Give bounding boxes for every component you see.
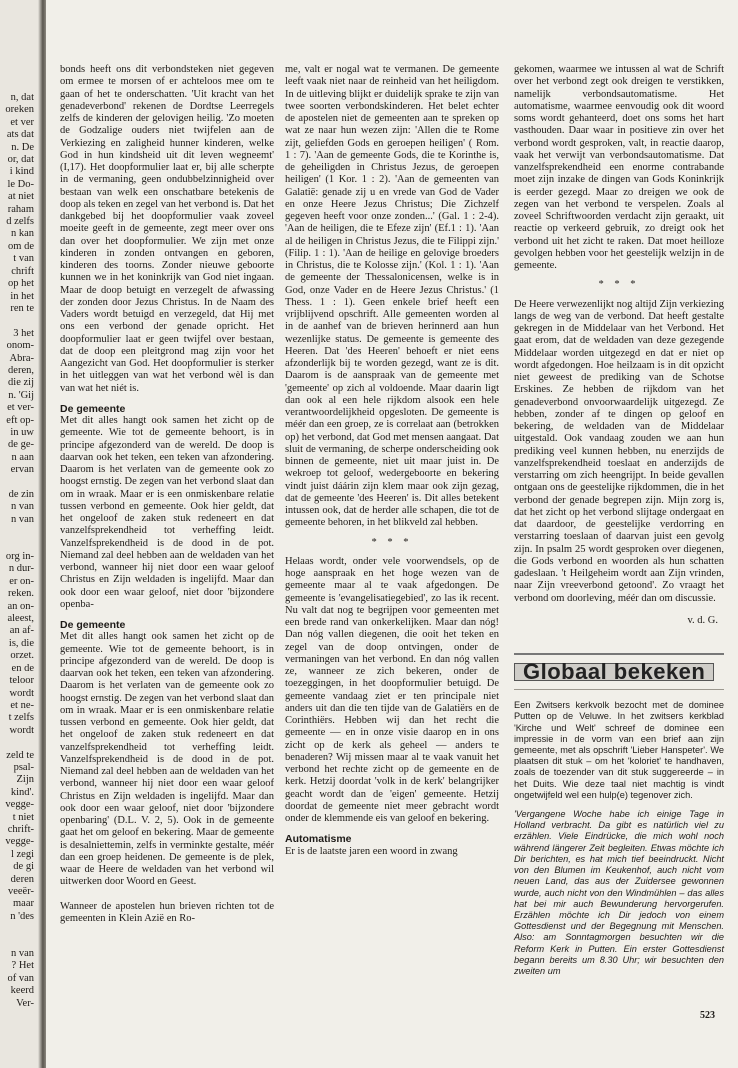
globaal-divider (514, 689, 724, 690)
col2-paragraph-2: Helaas wordt, onder vele voorwendsels, op de hoge aanspraak en het hoge wezen van de gemeente maar al te vaak afgedongen. De gemeente is 'evangelisatiegebied', zo las ik recent. Nu valt dat nog te begrijpen voor gemeenten met een brede rand van onkerkelijken. Maar dan nóg! Dan nóg vallen diegenen, die ooit het teken en zegel van de doop ontvingen, onder de vermaningen van het verbond. En dan nóg vallen ze, wanneer ze zich bekeren, onder de toezeggingen, in het doopformulier betuigd. De gemeente vandaag ziet er ten principale niet anders uit dan die ten tijde van de Galatiërs en de Corinthiërs. Hebben wij dan het recht die gemeente — en in onze visie daarop en in ons zicht op de kerk als geheel — anders te benaderen? Wij missen maar al te vaak vanuit het verbond het rechte zicht op de gemeente en de kerk. Hetzij doordat 'volk in de kerk' belangrijker geacht wordt dan de 'eigen' gemeente. Hetzij doordat de gemeente niet meer gebracht wordt onder de klemmende eis van geloof en bekering. (285, 555, 499, 824)
globaal-intro: Een Zwitsers kerkvolk bezocht met de dominee Putten op de Veluwe. In het zwitsers kerkblad 'Kirche und Welt' schreef de dominee een impressie in de vorm van een brief aan zijn gemeente, met als opschrift 'Lieber Hanspeter'. We plaatsen dit stuk – om het 'koloriet' te handhaven, zoals de toezender van dit stuk suggereerde – in het Duits. Wie deze taal niet machtig is vindt ongetwijfeld wel een hulp(e) tegenover zich. (514, 700, 724, 800)
column-3 (514, 64, 724, 977)
page-fold (38, 0, 46, 1068)
left-page-margin (0, 0, 46, 1068)
col2-paragraph-1: me, valt er nogal wat te vermanen. De gemeente leeft vaak niet naar de reinheid van het heiligdom. In de uitleving blijkt er duidelijk sprake te zijn van twee soorten verbondskinderen. Het belet echter de apostelen niet de gemeenten aan te spreken op wat ze naar hun wezen zijn: 'Allen die te Rome zijt, geliefden Gods en geroepen heiligen' ( Rom. 1 : 7). 'Aan de gemeente Gods, die te Korinthe is, de geheiligden in Christus Jezus, de geroepen heiligen' (1 Kor. 1 : 2). 'Aan de gemeenten van Galatië: genade zij u en vrede van God de Vader en onze Heere Jezus Christus; Die Zichzelf gegeven heeft voor onze zonden...' (Gal. 1 : 2-4). 'Aan de heiligen, die te Efeze zijn' (Ef.1 : 1). 'Aan al de heiligen in Christus Jezus, die te Filippi zijn.' (Filip. 1 : 1). 'Aan de heilige en gelovige broeders in Christus, die te Kolosse zijn.' (Kol. 1 : 1). 'Aan de gemeente der Thessalonicensen, welke is in God, onze Vader en de Heere Jezus Christus.' (1 Thess. 1 : 1). Geen enkele brief heeft een vrijblijvend opschrift. Alle gemeenten worden al in de aanhef van de brieven herinnerd aan hun wezenlijke status. De gemeente is gemeente des Heeren. Dat 'des Heeren' behoeft er niet eens afzonderlijk bij te worden gezegd, want ze is dit. Daarom is de aanspraak van de gemeente met 'gemeente' op zich al voldoende. Maar daarin ligt dan ook al een hele rijkdom alsook een hele verantwoordelijkheid opgesloten. De gemeente is méér dan een groep, ze is correlaat aan (betrokken op) het verbond, dat God met mensen aangaat. Dat sluit de vermaning, de scherpe onderscheiding ook binnen de gemeente, niet uit maar juist in. De wekroep tot geloof, wedergeboorte en bekering vindt juist dáárin zijn klem maar ook zijn gezag, dat de gemeente 'des Heeren' is. Dit alles betekent intussen ook, dat de herder alle schapen, die tot de gemeente behoren, in het blikveld zal hebben. (285, 64, 499, 529)
col1-paragraph-2: Met dit alles hangt ook samen het zicht op de gemeente. Wie tot de gemeente behoort, is in principe afgezonderd van de wereld. De doop is daarvan ook het teken, een teken van afzondering. Daarom is het verlaten van de gemeente ook zo hoogst ernstig. De zegen van het verbond slaat dan om in wraak. Maar er is een onmiskenbare relatie tussen verbond en gemeente. Ook hier geldt, dat het ongeloof de zaken stuk redeneert en dat vanzelfsprekendheid tot verheffing leidt. Vanzelfsprekendheid is de dood in de pot. Niemand zal deel hebben aan de weldaden van het verbond, wanneer hij niet door een waar geloof Christus en Zijn weldaden is ingelijfd. Maar dan ook door een waar geloof, niet door 'bijzondere openba- (60, 415, 274, 610)
globaal-quote: 'Vergangene Woche habe ich einige Tage in Holland verbracht. Da gibt es natürlich viel zu erzählen. Viele Eindrücke, die mich wohl noch während längerer Zeit begleiten. Etwas möchte ich Dir berichten, es hat mich tief beeindruckt. Nicht von den Blumen im Keukenhof, auch nicht vom neuen Land, das aus der Zuidersee gewonnen wurde, auch nicht von den Windmühlen – das alles hat bei mir auch Bewunderung hervorgerufen. Erzählen möchte ich Dir jedoch von einem Gottesdienst und der Begegnung mit Menschen. Also: am Sonntagmorgen besuchten wir die Reform Kerk in Putten. Ein erster Gottesdienst begann bereits um 8.30 Uhr; wir besuchten den zweiten um (514, 809, 724, 976)
col3-paragraph-2: De Heere verwezenlijkt nog altijd Zijn verkiezing langs de weg van de verbond. Dat heeft gestalte gekregen in de Middelaar van het Verbond. Het gaat erom, dat de weldaden van deze gezegende Middelaar worden uitgezegd en dat er niet op wordt afgedongen. Hoe heilzaam is in dit opzicht niet geweest de prediking van de Schotse Erskines. Ze hebben de rijkdom van het genadeverbond onvoorwaardelijk uitgezegd. Ze hebben, zonder af te dingen op geloof en bekering, de weldaden van de Middelaar uitgestald. Ook vandaag zouden we aan hun prediking veel kunnen hebben, nu enerzijds de vanzelfsprekendheid toeslaat en anderzijds de verstarring om zich heengrijpt. In beide gevallen ontgaan ons de geestelijke rijkdommen, die in het verbond der genade begrepen zijn. Mijn zorg is, dat het zicht op het verbond slijtage ondergaat en dat daardoor, de geestelijke verdorring en verstarring toeslaan of daarvan juist een gevolg zijn. In psalm 25 wordt gesproken over diegenen, die Gods verbond en woorden als hun schatten gadeslaan. 't Heilgeheim wordt aan Zijn vrinden, naar Zijn vreeverbond getoond'. Zo vraagt het verbond om doorleving, méér dan om discussie. (514, 298, 724, 604)
col2-heading-automatisme: Automatisme (285, 833, 352, 846)
page-number: 523 (700, 1010, 715, 1021)
col1-paragraph-1: bonds heeft ons dit verbondsteken niet gegeven om ermee te morsen of er achteloos mee om te gaan of het te onderschatten. 'Uit kracht van het genadeverbond' rekenen de Dordtse Leerregels zelfs de kinderen der gelovigen heilig. 'Zo moeten de Godzalige ouders niet twijfelen aan de Verkiezing en zaligheid hunner kinderen, welke God in hun kindsheid uit dit leven wegneemt' (I,17). Het doopformulier laat er, bij alle scherpte in de vermaning, geen ondubbelzinnigheid over bestaan van welk een onschatbare betekenis de doop als teken en zegel van het verbond is. Dat het dankgebed bij het doopformulier vaak zoveel moeite geeft in de gemeente, zegt meer over ons dan over het doopformulier. We zijn met onze kinderen in zonden ontvangen en geboren, kinderen des toorns. Zonder nieuwe geboorte kunnen we in het koninkrijk van God niet ingaan. Maar de doop betuigt en verzegelt de afwassing der zonden door Jezus Christus. In de Naam des Vaders wordt betuigd en verzegeld, dat Hij met ons een verbond der genade opricht. Het doopformulier laat er geen twijfel over bestaan, dat de doop een pleitgrond mag zijn voor het Aangezicht van God. Het doopformulier is sterker in het uitleggen van wat het verbond wèl is dan van wat het niét is. (60, 64, 274, 394)
globaal-bekeken-title: Globaal bekeken (514, 663, 714, 681)
col1-heading-1: De gemeente (60, 402, 126, 415)
column-2 (285, 64, 499, 858)
col3-paragraph-1: gekomen, waarmee we intussen al wat de Schrift over het verbond zegt ook dreigen te verstikken, namelijk verbondsautomatisme. Het automatisme, waarmee eenvoudig ook dit woord soms wordt gehanteerd, doet ons soms het hart vasthouden. Daar waar in positieve zin over het verbond wordt gesproken, valt, in reactie daarop, vaak het verwijt van verbondsautomatisme. Dat vanzelfsprekendheid een enorme contrabande moet zijn inzake de dingen van Gods Koninkrijk is eerder gezegd. Maar zo dreigen we ook de zegen van het verbond te verspelen. Zoals al zoveel Schriftwoorden verdacht zijn geraakt, uit reactie op verkeerd gebruik, zo dreigt ook het verbond uit het zicht te raken. Dat moet heilloze gevolgen hebben voor het geestelijk welzijn in de gemeente. (514, 64, 724, 271)
col1-heading-2: De gemeente (60, 619, 126, 631)
col2-paragraph-3: Er is de laatste jaren een woord in zwang (285, 845, 458, 857)
col1-paragraph-3: Met dit alles hangt ook samen het zicht op de gemeente. Wie tot de gemeente behoort, is in principe afgezonderd van de wereld. De doop is daarvan ook het teken, een teken van afzondering. Daarom is het verlaten van de gemeente ook zo hoogst ernstig. De zegen van het verbond slaat dan om in wraak. Maar er is een onmiskenbare relatie tussen verbond en gemeente. Ook hier geldt, dat het ongeloof de zaken stuk redeneert en dat vanzelfsprekendheid tot verheffing leidt. Vanzelfsprekendheid is de dood in de pot. Niemand zal deel hebben aan de weldaden van het verbond, wanneer hij niet door een waar geloof Christus en Zijn weldaden is ingelijfd. Maar dan ook door een waar geloof, niet door 'bijzondere openbaring' (D.L. V. 2, 5). Ook in de gemeente gaat het om geloof en bekering. Maar de gemeente is desalniettemin, zelfs in verminkte gestalte, méér dan een groep heidenen. De gemeente is de plek, waar de Heere de weldaden van het verbond wil uitwerken door Woord en Geest. (60, 631, 274, 888)
margin-fragments: n, dat oreken et ver ats dat n. De or, dat i kind le Do- at niet raham d zelfs n kan om de t van chrift op het in het ren te 3 het onom- Abra- deren, die zij n. 'Gij et ver- eft op- in uw de ge- n aan ervan de zin n van n van org in- n dur- er on- reken. an on- aleest, an af- is, die orzet. en de teloor wordt et ne- t zelfs wordt zeld te psal- Zijn kind'. vegge- t niet chrift- vegge- l zegi de gi deren veeër- maar n 'des n van ? Het of van keerd Ver- (5, 92, 34, 1009)
col1-paragraph-4: Wanneer de apostelen hun brieven richten tot de gemeenten in Klein Azië en Ro- (60, 900, 274, 924)
column-1 (60, 64, 274, 925)
globaal-bekeken-section (514, 653, 724, 977)
section-separator: * * * (598, 279, 640, 291)
author-signature: v. d. G. (687, 614, 718, 626)
section-separator: * * * (371, 536, 413, 548)
